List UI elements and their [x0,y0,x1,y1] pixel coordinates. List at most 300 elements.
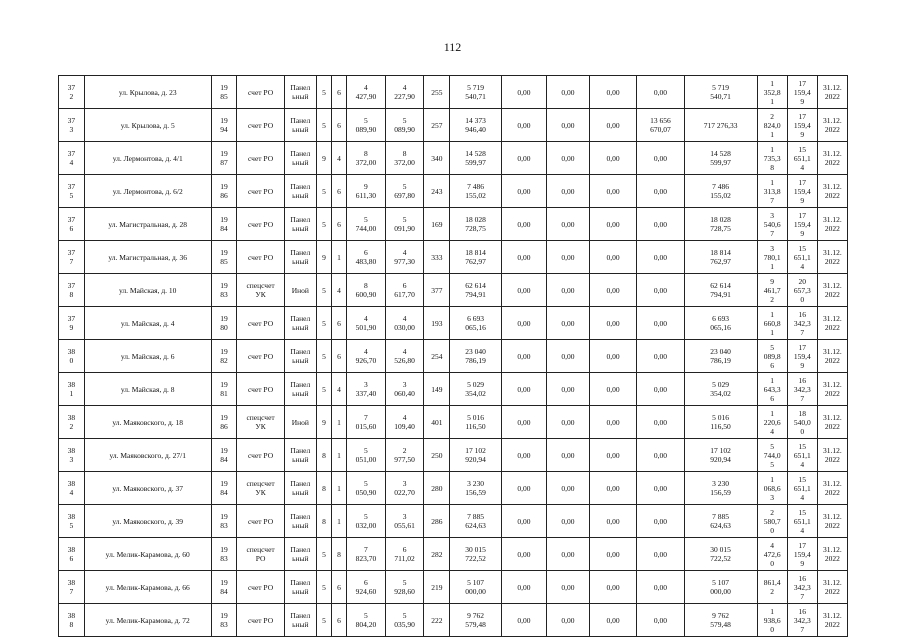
cell-total-cost: 14 528 599,97 [450,142,502,175]
cell-cost-per-sqm: 9 461,7 2 [757,274,787,307]
cell-max-cost-per-sqm: 15 651,1 4 [787,439,817,472]
cell-build-year: 19 83 [211,274,237,307]
cell-row-number: 37 7 [59,241,85,274]
cell-max-cost-per-sqm: 16 342,3 7 [787,571,817,604]
cell-residents: 219 [424,571,450,604]
cell-max-cost-per-sqm: 17 159,4 9 [787,208,817,241]
cell-build-year: 19 84 [211,439,237,472]
cell-row-number: 38 4 [59,472,85,505]
cell-total-area: 6 483,80 [347,241,386,274]
cell-funds-regional: 0,00 [546,208,589,241]
cell-address: ул. Маяковского, д. 18 [84,406,211,439]
cell-total-cost: 5 016 116,50 [450,406,502,439]
cell-max-cost-per-sqm: 16 342,3 7 [787,373,817,406]
cell-funds-other: 30 015 722,52 [684,538,757,571]
cell-residents: 254 [424,340,450,373]
table-row [59,307,848,340]
cell-funds-regional: 0,00 [546,538,589,571]
cell-floors: 5 [316,340,331,373]
cell-completion-date: 31.12. 2022 [817,241,847,274]
cell-floors: 5 [316,538,331,571]
cell-residents: 255 [424,76,450,109]
cell-cost-per-sqm: 1 643,3 6 [757,373,787,406]
cell-total-area: 7 823,70 [347,538,386,571]
cell-completion-date: 31.12. 2022 [817,307,847,340]
cell-funds-local: 0,00 [589,571,636,604]
cell-build-year: 19 82 [211,340,237,373]
cell-floors: 5 [316,109,331,142]
cell-total-area: 5 744,00 [347,208,386,241]
cell-entrances: 6 [332,175,347,208]
cell-living-area: 4 526,80 [385,340,424,373]
cell-fund-account: спецсчет УК [237,274,284,307]
cell-residents: 149 [424,373,450,406]
cell-fund-account: счет РО [237,76,284,109]
cell-funds-regional: 0,00 [546,373,589,406]
cell-total-area: 5 089,90 [347,109,386,142]
cell-funds-regional: 0,00 [546,604,589,637]
cell-funds-owners: 0,00 [637,538,684,571]
cell-total-area: 6 924,60 [347,571,386,604]
cell-cost-per-sqm: 1 352,8 1 [757,76,787,109]
cell-wall-material: Панел ьный [284,109,316,142]
cell-completion-date: 31.12. 2022 [817,76,847,109]
cell-funds-local: 0,00 [589,505,636,538]
cell-funds-regional: 0,00 [546,142,589,175]
cell-wall-material: Панел ьный [284,571,316,604]
cell-funds-regional: 0,00 [546,241,589,274]
cell-total-cost: 5 719 540,71 [450,76,502,109]
cell-funds-regional: 0,00 [546,472,589,505]
cell-max-cost-per-sqm: 16 342,3 7 [787,604,817,637]
cell-entrances: 1 [332,439,347,472]
cell-funds-federal: 0,00 [501,175,546,208]
cell-funds-local: 0,00 [589,307,636,340]
cell-funds-other: 14 528 599,97 [684,142,757,175]
cell-residents: 377 [424,274,450,307]
cell-total-area: 3 337,40 [347,373,386,406]
cell-funds-federal: 0,00 [501,472,546,505]
cell-funds-federal: 0,00 [501,571,546,604]
cell-entrances: 4 [332,373,347,406]
cell-entrances: 6 [332,76,347,109]
cell-total-cost: 7 486 155,02 [450,175,502,208]
cell-wall-material: Панел ьный [284,373,316,406]
cell-entrances: 6 [332,340,347,373]
cell-total-area: 4 427,90 [347,76,386,109]
cell-wall-material: Панел ьный [284,142,316,175]
cell-address: ул. Маяковского, д. 37 [84,472,211,505]
cell-total-cost: 5 029 354,02 [450,373,502,406]
cell-fund-account: спецсчет УК [237,472,284,505]
cell-row-number: 38 8 [59,604,85,637]
cell-entrances: 1 [332,406,347,439]
cell-funds-owners: 0,00 [637,406,684,439]
cell-completion-date: 31.12. 2022 [817,505,847,538]
cell-address: ул. Мелик-Карамова, д. 60 [84,538,211,571]
cell-cost-per-sqm: 861,4 2 [757,571,787,604]
cell-funds-federal: 0,00 [501,142,546,175]
cell-build-year: 19 86 [211,175,237,208]
cell-funds-other: 9 762 579,48 [684,604,757,637]
cell-fund-account: счет РО [237,241,284,274]
cell-total-cost: 18 028 728,75 [450,208,502,241]
cell-wall-material: Панел ьный [284,175,316,208]
cell-address: ул. Маяковского, д. 27/1 [84,439,211,472]
cell-funds-owners: 0,00 [637,241,684,274]
cell-funds-other: 5 016 116,50 [684,406,757,439]
cell-wall-material: Панел ьный [284,208,316,241]
cell-residents: 401 [424,406,450,439]
cell-living-area: 4 109,40 [385,406,424,439]
cell-cost-per-sqm: 1 660,8 1 [757,307,787,340]
cell-funds-owners: 0,00 [637,340,684,373]
cell-funds-federal: 0,00 [501,208,546,241]
cell-residents: 243 [424,175,450,208]
cell-wall-material: Панел ьный [284,241,316,274]
cell-total-area: 5 032,00 [347,505,386,538]
cell-floors: 8 [316,505,331,538]
cell-cost-per-sqm: 1 313,8 7 [757,175,787,208]
cell-funds-other: 717 276,33 [684,109,757,142]
cell-entrances: 8 [332,538,347,571]
cell-living-area: 5 035,90 [385,604,424,637]
cell-row-number: 37 6 [59,208,85,241]
cell-build-year: 19 80 [211,307,237,340]
table-row [59,439,848,472]
cell-floors: 5 [316,76,331,109]
cell-fund-account: спецсчет РО [237,538,284,571]
cell-completion-date: 31.12. 2022 [817,175,847,208]
table-row [59,208,848,241]
cell-living-area: 4 227,90 [385,76,424,109]
cell-funds-owners: 0,00 [637,142,684,175]
cell-funds-local: 0,00 [589,208,636,241]
cell-fund-account: счет РО [237,505,284,538]
cell-max-cost-per-sqm: 18 540,0 0 [787,406,817,439]
cell-total-cost: 17 102 920,94 [450,439,502,472]
cell-total-cost: 7 885 624,63 [450,505,502,538]
cell-max-cost-per-sqm: 17 159,4 9 [787,175,817,208]
cell-funds-federal: 0,00 [501,406,546,439]
cell-cost-per-sqm: 2 824,0 1 [757,109,787,142]
cell-funds-other: 18 028 728,75 [684,208,757,241]
cell-total-cost: 9 762 579,48 [450,604,502,637]
cell-total-area: 5 051,00 [347,439,386,472]
table-row [59,76,848,109]
cell-completion-date: 31.12. 2022 [817,109,847,142]
cell-total-cost: 23 040 786,19 [450,340,502,373]
housing-registry-table [58,75,848,637]
cell-cost-per-sqm: 5 089,8 6 [757,340,787,373]
cell-funds-other: 17 102 920,94 [684,439,757,472]
cell-cost-per-sqm: 3 780,1 1 [757,241,787,274]
table-row [59,373,848,406]
cell-row-number: 38 6 [59,538,85,571]
cell-address: ул. Магистральная, д. 36 [84,241,211,274]
cell-wall-material: Панел ьный [284,307,316,340]
cell-residents: 280 [424,472,450,505]
table-row [59,538,848,571]
cell-living-area: 3 022,70 [385,472,424,505]
cell-living-area: 3 055,61 [385,505,424,538]
cell-funds-regional: 0,00 [546,109,589,142]
table-row [59,472,848,505]
cell-funds-other: 7 885 624,63 [684,505,757,538]
cell-total-area: 9 611,30 [347,175,386,208]
cell-wall-material: Панел ьный [284,472,316,505]
cell-total-cost: 18 814 762,97 [450,241,502,274]
cell-build-year: 19 83 [211,604,237,637]
cell-wall-material: Иной [284,274,316,307]
cell-funds-other: 18 814 762,97 [684,241,757,274]
cell-wall-material: Панел ьный [284,505,316,538]
cell-completion-date: 31.12. 2022 [817,142,847,175]
cell-entrances: 6 [332,208,347,241]
cell-floors: 9 [316,241,331,274]
table-row [59,340,848,373]
cell-entrances: 6 [332,109,347,142]
cell-funds-local: 0,00 [589,241,636,274]
cell-funds-other: 5 029 354,02 [684,373,757,406]
cell-row-number: 37 2 [59,76,85,109]
page-number: 112 [443,40,462,54]
cell-build-year: 19 85 [211,241,237,274]
cell-completion-date: 31.12. 2022 [817,373,847,406]
cell-fund-account: спецсчет УК [237,406,284,439]
cell-address: ул. Магистральная, д. 28 [84,208,211,241]
cell-max-cost-per-sqm: 15 651,1 4 [787,505,817,538]
cell-row-number: 37 4 [59,142,85,175]
cell-funds-federal: 0,00 [501,76,546,109]
cell-funds-owners: 0,00 [637,571,684,604]
cell-funds-owners: 0,00 [637,307,684,340]
cell-fund-account: счет РО [237,208,284,241]
cell-address: ул. Лермонтова, д. 4/1 [84,142,211,175]
cell-living-area: 6 617,70 [385,274,424,307]
cell-floors: 9 [316,142,331,175]
cell-funds-federal: 0,00 [501,109,546,142]
cell-cost-per-sqm: 2 580,7 0 [757,505,787,538]
table-row [59,109,848,142]
cell-entrances: 6 [332,571,347,604]
table-row [59,505,848,538]
table-row [59,142,848,175]
cell-funds-owners: 13 656 670,07 [637,109,684,142]
cell-living-area: 3 060,40 [385,373,424,406]
cell-cost-per-sqm: 1 735,3 8 [757,142,787,175]
cell-funds-regional: 0,00 [546,505,589,538]
cell-funds-regional: 0,00 [546,439,589,472]
cell-funds-owners: 0,00 [637,472,684,505]
cell-cost-per-sqm: 3 540,6 7 [757,208,787,241]
table-row [59,406,848,439]
cell-address: ул. Крылова, д. 5 [84,109,211,142]
cell-living-area: 8 372,00 [385,142,424,175]
cell-wall-material: Панел ьный [284,538,316,571]
cell-floors: 5 [316,571,331,604]
cell-funds-local: 0,00 [589,373,636,406]
cell-row-number: 38 3 [59,439,85,472]
cell-completion-date: 31.12. 2022 [817,274,847,307]
cell-funds-local: 0,00 [589,76,636,109]
cell-funds-federal: 0,00 [501,274,546,307]
cell-living-area: 4 030,00 [385,307,424,340]
cell-fund-account: счет РО [237,307,284,340]
cell-funds-local: 0,00 [589,538,636,571]
cell-living-area: 5 697,80 [385,175,424,208]
cell-build-year: 19 83 [211,538,237,571]
cell-total-area: 5 804,20 [347,604,386,637]
cell-funds-federal: 0,00 [501,604,546,637]
table-row [59,604,848,637]
table-body [59,76,848,637]
cell-residents: 286 [424,505,450,538]
cell-total-area: 8 372,00 [347,142,386,175]
cell-funds-federal: 0,00 [501,307,546,340]
cell-floors: 9 [316,406,331,439]
cell-residents: 282 [424,538,450,571]
cell-fund-account: счет РО [237,439,284,472]
cell-address: ул. Майская, д. 8 [84,373,211,406]
cell-funds-owners: 0,00 [637,373,684,406]
cell-build-year: 19 84 [211,208,237,241]
cell-fund-account: счет РО [237,340,284,373]
cell-row-number: 38 1 [59,373,85,406]
cell-row-number: 37 9 [59,307,85,340]
cell-completion-date: 31.12. 2022 [817,439,847,472]
cell-build-year: 19 83 [211,505,237,538]
cell-funds-owners: 0,00 [637,274,684,307]
cell-completion-date: 31.12. 2022 [817,340,847,373]
cell-funds-other: 6 693 065,16 [684,307,757,340]
cell-total-cost: 62 614 794,91 [450,274,502,307]
cell-completion-date: 31.12. 2022 [817,406,847,439]
cell-funds-local: 0,00 [589,604,636,637]
cell-cost-per-sqm: 5 744,0 5 [757,439,787,472]
cell-build-year: 19 85 [211,76,237,109]
cell-build-year: 19 86 [211,406,237,439]
cell-living-area: 5 091,90 [385,208,424,241]
cell-completion-date: 31.12. 2022 [817,538,847,571]
cell-living-area: 5 928,60 [385,571,424,604]
cell-address: ул. Майская, д. 4 [84,307,211,340]
cell-residents: 193 [424,307,450,340]
cell-cost-per-sqm: 1 938,6 0 [757,604,787,637]
cell-total-area: 7 015,60 [347,406,386,439]
cell-floors: 5 [316,208,331,241]
cell-row-number: 37 8 [59,274,85,307]
cell-address: ул. Маяковского, д. 39 [84,505,211,538]
cell-residents: 169 [424,208,450,241]
table-row [59,274,848,307]
cell-address: ул. Лермонтова, д. 6/2 [84,175,211,208]
cell-funds-local: 0,00 [589,109,636,142]
cell-funds-local: 0,00 [589,340,636,373]
cell-floors: 5 [316,604,331,637]
cell-funds-local: 0,00 [589,142,636,175]
cell-max-cost-per-sqm: 16 342,3 7 [787,307,817,340]
cell-total-area: 5 050,90 [347,472,386,505]
cell-total-cost: 3 230 156,59 [450,472,502,505]
cell-funds-federal: 0,00 [501,505,546,538]
cell-cost-per-sqm: 1 068,6 3 [757,472,787,505]
cell-fund-account: счет РО [237,571,284,604]
cell-build-year: 19 84 [211,571,237,604]
cell-max-cost-per-sqm: 15 651,1 4 [787,142,817,175]
cell-wall-material: Панел ьный [284,76,316,109]
cell-funds-federal: 0,00 [501,373,546,406]
cell-residents: 222 [424,604,450,637]
cell-funds-federal: 0,00 [501,241,546,274]
cell-funds-owners: 0,00 [637,76,684,109]
cell-funds-other: 3 230 156,59 [684,472,757,505]
cell-build-year: 19 87 [211,142,237,175]
cell-funds-regional: 0,00 [546,274,589,307]
cell-entrances: 6 [332,307,347,340]
cell-total-area: 4 501,90 [347,307,386,340]
cell-completion-date: 31.12. 2022 [817,604,847,637]
cell-max-cost-per-sqm: 17 159,4 9 [787,76,817,109]
cell-build-year: 19 94 [211,109,237,142]
cell-floors: 5 [316,307,331,340]
cell-funds-local: 0,00 [589,439,636,472]
cell-max-cost-per-sqm: 17 159,4 9 [787,538,817,571]
cell-cost-per-sqm: 4 472,6 0 [757,538,787,571]
cell-row-number: 38 7 [59,571,85,604]
cell-entrances: 4 [332,274,347,307]
table-row [59,241,848,274]
cell-address: ул. Крылова, д. 23 [84,76,211,109]
cell-build-year: 19 81 [211,373,237,406]
cell-funds-federal: 0,00 [501,439,546,472]
table-row [59,175,848,208]
cell-entrances: 6 [332,604,347,637]
cell-funds-local: 0,00 [589,472,636,505]
cell-entrances: 1 [332,241,347,274]
cell-funds-local: 0,00 [589,175,636,208]
cell-cost-per-sqm: 1 220,6 4 [757,406,787,439]
cell-living-area: 6 711,02 [385,538,424,571]
cell-funds-local: 0,00 [589,274,636,307]
cell-fund-account: счет РО [237,373,284,406]
table-row [59,571,848,604]
cell-funds-other: 5 107 000,00 [684,571,757,604]
cell-living-area: 4 977,30 [385,241,424,274]
cell-row-number: 38 2 [59,406,85,439]
cell-funds-regional: 0,00 [546,340,589,373]
cell-fund-account: счет РО [237,142,284,175]
cell-funds-regional: 0,00 [546,307,589,340]
cell-total-area: 8 600,90 [347,274,386,307]
cell-funds-regional: 0,00 [546,76,589,109]
cell-floors: 5 [316,373,331,406]
cell-address: ул. Майская, д. 10 [84,274,211,307]
cell-residents: 250 [424,439,450,472]
cell-funds-owners: 0,00 [637,505,684,538]
cell-fund-account: счет РО [237,175,284,208]
cell-total-cost: 14 373 946,40 [450,109,502,142]
cell-entrances: 1 [332,472,347,505]
cell-max-cost-per-sqm: 17 159,4 9 [787,109,817,142]
cell-fund-account: счет РО [237,604,284,637]
cell-wall-material: Панел ьный [284,340,316,373]
cell-wall-material: Панел ьный [284,439,316,472]
cell-completion-date: 31.12. 2022 [817,472,847,505]
cell-address: ул. Майская, д. 6 [84,340,211,373]
cell-living-area: 2 977,50 [385,439,424,472]
cell-row-number: 38 0 [59,340,85,373]
